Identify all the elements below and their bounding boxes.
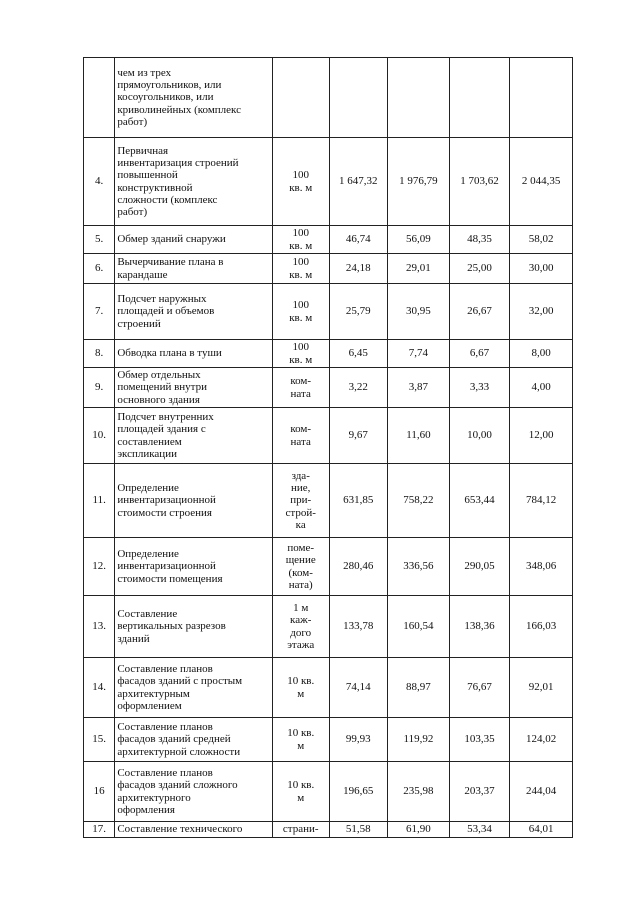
price-value-1-text: 6,45 xyxy=(348,347,368,360)
row-number-text: 10. xyxy=(92,429,107,442)
price-value-4 xyxy=(510,596,573,658)
price-value-2 xyxy=(388,138,450,226)
price-value-4-text: 64,01 xyxy=(528,823,554,836)
price-value-1 xyxy=(329,762,388,822)
work-name xyxy=(115,408,273,464)
price-value-3 xyxy=(449,254,510,284)
unit-of-measure xyxy=(272,464,329,538)
price-value-4 xyxy=(510,538,573,596)
price-value-2 xyxy=(388,340,450,368)
price-value-4-text: 166,03 xyxy=(526,620,557,633)
tariff-table xyxy=(83,57,573,838)
work-name xyxy=(115,58,273,138)
table-row xyxy=(84,138,573,226)
price-value-1 xyxy=(329,254,388,284)
price-value-4 xyxy=(510,368,573,408)
work-name xyxy=(115,340,273,368)
price-value-1-text: 133,78 xyxy=(343,620,374,633)
price-value-4-text: 2 044,35 xyxy=(521,175,561,188)
price-value-4-text: 348,06 xyxy=(526,560,557,573)
row-number xyxy=(84,538,115,596)
row-number xyxy=(84,138,115,226)
work-name xyxy=(115,368,273,408)
work-name-text: Составление планов фасадов зданий с простым архитектурным оформлением xyxy=(117,663,243,712)
row-number-text: 13. xyxy=(92,620,107,633)
table-row xyxy=(84,762,573,822)
unit-of-measure xyxy=(272,226,329,254)
unit-of-measure xyxy=(272,284,329,340)
price-value-2 xyxy=(388,254,450,284)
price-value-3 xyxy=(449,596,510,658)
unit-of-measure xyxy=(272,762,329,822)
row-number xyxy=(84,718,115,762)
table-row xyxy=(84,340,573,368)
unit-of-measure-text: страни- xyxy=(282,823,319,836)
unit-of-measure xyxy=(272,658,329,718)
price-value-2-text: 29,01 xyxy=(406,262,431,275)
price-value-1-text: 196,65 xyxy=(343,785,374,798)
table-row xyxy=(84,254,573,284)
row-number-text: 15. xyxy=(92,733,107,746)
unit-of-measure xyxy=(272,822,329,838)
unit-of-measure xyxy=(272,138,329,226)
price-value-4 xyxy=(510,254,573,284)
table-row xyxy=(84,226,573,254)
row-number xyxy=(84,762,115,822)
price-value-1-text: 280,46 xyxy=(343,560,374,573)
price-value-1 xyxy=(329,658,388,718)
work-name-text: Составление планов фасадов зданий средней архитектурной сложности xyxy=(117,721,241,758)
work-name xyxy=(115,658,273,718)
price-value-2 xyxy=(388,762,450,822)
row-number xyxy=(84,226,115,254)
work-name-text: Вычерчивание плана в карандаше xyxy=(117,256,224,281)
price-value-2-text: 56,09 xyxy=(406,233,431,246)
unit-of-measure xyxy=(272,408,329,464)
price-value-4 xyxy=(510,226,573,254)
unit-of-measure-text: 100 кв. м xyxy=(289,256,313,281)
unit-of-measure xyxy=(272,718,329,762)
work-name xyxy=(115,284,273,340)
price-value-3-text: 25,00 xyxy=(467,262,492,275)
price-value-2-text: 88,97 xyxy=(406,681,431,694)
work-name-text: Составление планов фасадов зданий сложного архитектурного оформления xyxy=(117,767,238,816)
row-number-text: 12. xyxy=(92,560,107,573)
price-value-3-text: 76,67 xyxy=(467,681,492,694)
unit-of-measure xyxy=(272,254,329,284)
table-row xyxy=(84,368,573,408)
unit-of-measure-text: 10 кв. м xyxy=(287,779,315,804)
price-value-1 xyxy=(329,822,388,838)
price-value-4-text: 124,02 xyxy=(526,733,557,746)
price-value-2 xyxy=(388,718,450,762)
price-value-2-text: 61,90 xyxy=(406,823,431,836)
price-value-2-text: 1 976,79 xyxy=(399,175,438,188)
price-value-4 xyxy=(510,822,573,838)
table-row xyxy=(84,464,573,538)
row-number xyxy=(84,658,115,718)
price-value-3-text: 53,34 xyxy=(467,823,492,836)
price-value-2 xyxy=(388,368,450,408)
row-number-text: 4. xyxy=(95,175,104,188)
row-number xyxy=(84,596,115,658)
price-value-3 xyxy=(449,538,510,596)
row-number-text: 14. xyxy=(92,681,107,694)
unit-of-measure-text: поме- щение (ком- ната) xyxy=(285,542,316,591)
price-value-1 xyxy=(329,138,388,226)
price-value-1-text: 1 647,32 xyxy=(339,175,378,188)
price-value-4-text: 4,00 xyxy=(531,381,551,394)
work-name xyxy=(115,718,273,762)
price-value-2-text: 336,56 xyxy=(403,560,434,573)
table-row xyxy=(84,658,573,718)
price-value-1 xyxy=(329,58,388,138)
price-value-2-text: 11,60 xyxy=(406,429,431,442)
unit-of-measure-text: зда- ние, при- строй- ка xyxy=(285,469,316,531)
work-name-text: Первичная инвентаризация строений повышенной конструктивной сложности (комплекс работ) xyxy=(117,144,239,218)
price-value-3-text: 26,67 xyxy=(467,305,492,318)
price-value-2 xyxy=(388,538,450,596)
price-value-1-text: 74,14 xyxy=(345,681,371,694)
price-value-3 xyxy=(449,226,510,254)
row-number xyxy=(84,284,115,340)
price-value-2 xyxy=(388,408,450,464)
unit-of-measure-text: 100 кв. м xyxy=(289,341,313,366)
price-value-1 xyxy=(329,596,388,658)
row-number-text: 7. xyxy=(95,305,104,318)
work-name-text: Составление вертикальных разрезов зданий xyxy=(117,608,226,645)
work-name-text: чем из трех прямоугольников, или косоугольников, или криволинейных (комплекс работ) xyxy=(117,66,241,128)
table-row xyxy=(84,718,573,762)
price-value-4-text: 8,00 xyxy=(531,347,551,360)
price-value-3 xyxy=(449,408,510,464)
price-value-2-text: 235,98 xyxy=(403,785,434,798)
price-value-3-text: 138,36 xyxy=(464,620,495,633)
price-value-2-text: 3,87 xyxy=(408,381,429,394)
unit-of-measure-text: 100 кв. м xyxy=(289,299,313,324)
price-value-2 xyxy=(388,58,450,138)
unit-of-measure xyxy=(272,340,329,368)
row-number xyxy=(84,340,115,368)
price-value-3 xyxy=(449,340,510,368)
price-value-3-text: 1 703,62 xyxy=(460,175,499,188)
price-value-1-text: 9,67 xyxy=(348,429,368,442)
unit-of-measure xyxy=(272,596,329,658)
price-value-1 xyxy=(329,718,388,762)
table-row xyxy=(84,58,573,138)
work-name xyxy=(115,138,273,226)
work-name xyxy=(115,254,273,284)
price-value-2 xyxy=(388,464,450,538)
row-number-text: 5. xyxy=(95,233,104,246)
price-value-3 xyxy=(449,138,510,226)
work-name-text: Обмер зданий снаружи xyxy=(117,233,226,246)
row-number xyxy=(84,822,115,838)
table-row xyxy=(84,596,573,658)
work-name xyxy=(115,596,273,658)
price-value-3 xyxy=(449,58,510,138)
price-value-2 xyxy=(388,658,450,718)
row-number-text: 6. xyxy=(95,262,104,275)
work-name-text: Определение инвентаризационной стоимости помещения xyxy=(117,548,223,585)
price-value-1-text: 25,79 xyxy=(345,305,371,318)
price-value-3-text: 290,05 xyxy=(464,560,495,573)
work-name-text: Составление технического xyxy=(117,823,243,836)
unit-of-measure-text: 100 кв. м xyxy=(289,169,313,194)
price-value-4 xyxy=(510,718,573,762)
row-number xyxy=(84,368,115,408)
price-value-2 xyxy=(388,596,450,658)
price-value-1-text: 99,93 xyxy=(345,733,371,746)
row-number-text: 16 xyxy=(93,785,105,798)
price-value-3-text: 653,44 xyxy=(464,494,495,507)
table-row xyxy=(84,822,573,838)
table-row xyxy=(84,538,573,596)
work-name-text: Обводка плана в туши xyxy=(117,347,222,360)
price-value-4 xyxy=(510,138,573,226)
unit-of-measure-text: 10 кв. м xyxy=(287,727,315,752)
price-value-4 xyxy=(510,658,573,718)
price-value-4-text: 92,01 xyxy=(528,681,554,694)
price-value-3-text: 10,00 xyxy=(467,429,492,442)
price-value-2-text: 758,22 xyxy=(403,494,434,507)
price-value-1 xyxy=(329,226,388,254)
row-number xyxy=(84,254,115,284)
price-value-4 xyxy=(510,762,573,822)
table-body xyxy=(84,58,573,838)
price-value-3 xyxy=(449,464,510,538)
price-value-4-text: 30,00 xyxy=(528,262,554,275)
work-name xyxy=(115,226,273,254)
unit-of-measure-text: 100 кв. м xyxy=(289,227,313,252)
price-value-4-text: 58,02 xyxy=(528,233,554,246)
work-name-text: Определение инвентаризационной стоимости строения xyxy=(117,482,216,519)
work-name-text: Подсчет внутренних площадей здания с составлением экспликации xyxy=(117,411,214,460)
row-number-text: 9. xyxy=(95,381,104,394)
price-value-1-text: 46,74 xyxy=(345,233,371,246)
unit-of-measure-text: ком- ната xyxy=(290,375,312,400)
work-name-text: Обмер отдельных помещений внутри основного здания xyxy=(117,369,208,406)
price-value-4-text: 12,00 xyxy=(528,429,554,442)
price-value-1 xyxy=(329,368,388,408)
unit-of-measure-text: 10 кв. м xyxy=(287,675,315,700)
work-name xyxy=(115,538,273,596)
price-value-3-text: 203,37 xyxy=(464,785,495,798)
price-value-1 xyxy=(329,340,388,368)
price-value-1 xyxy=(329,284,388,340)
price-value-1-text: 631,85 xyxy=(343,494,374,507)
price-value-1 xyxy=(329,464,388,538)
price-value-3-text: 48,35 xyxy=(467,233,492,246)
price-value-3 xyxy=(449,368,510,408)
table-row xyxy=(84,408,573,464)
price-value-3 xyxy=(449,822,510,838)
price-value-4 xyxy=(510,58,573,138)
price-value-4 xyxy=(510,340,573,368)
row-number-text: 17. xyxy=(92,823,107,836)
work-name xyxy=(115,822,273,838)
price-value-3 xyxy=(449,658,510,718)
price-value-4 xyxy=(510,408,573,464)
price-value-3-text: 6,67 xyxy=(469,347,490,360)
price-value-2-text: 30,95 xyxy=(406,305,431,318)
price-value-2 xyxy=(388,226,450,254)
price-value-2 xyxy=(388,822,450,838)
work-name xyxy=(115,464,273,538)
work-name-text: Подсчет наружных площадей и объемов строений xyxy=(117,293,215,330)
price-value-2-text: 7,74 xyxy=(408,347,429,360)
price-value-4-text: 32,00 xyxy=(528,305,554,318)
price-value-3-text: 103,35 xyxy=(464,733,495,746)
unit-of-measure-text: ком- ната xyxy=(290,423,312,448)
price-value-3 xyxy=(449,718,510,762)
row-number xyxy=(84,464,115,538)
price-value-4-text: 784,12 xyxy=(526,494,557,507)
row-number xyxy=(84,408,115,464)
price-value-3 xyxy=(449,284,510,340)
unit-of-measure-text: 1 м каж- дого этажа xyxy=(287,602,315,651)
price-value-1-text: 3,22 xyxy=(348,381,368,394)
table-row xyxy=(84,284,573,340)
price-value-2 xyxy=(388,284,450,340)
price-value-1 xyxy=(329,408,388,464)
price-value-2-text: 160,54 xyxy=(403,620,434,633)
price-value-2-text: 119,92 xyxy=(403,733,434,746)
unit-of-measure xyxy=(272,538,329,596)
row-number xyxy=(84,58,115,138)
unit-of-measure xyxy=(272,368,329,408)
price-value-3 xyxy=(449,762,510,822)
price-value-1-text: 51,58 xyxy=(345,823,371,836)
unit-of-measure xyxy=(272,58,329,138)
price-value-1-text: 24,18 xyxy=(345,262,371,275)
price-value-4 xyxy=(510,284,573,340)
work-name xyxy=(115,762,273,822)
price-value-4 xyxy=(510,464,573,538)
price-value-1 xyxy=(329,538,388,596)
price-value-3-text: 3,33 xyxy=(469,381,490,394)
price-value-4-text: 244,04 xyxy=(526,785,557,798)
row-number-text: 11. xyxy=(92,494,106,507)
row-number-text: 8. xyxy=(95,347,104,360)
